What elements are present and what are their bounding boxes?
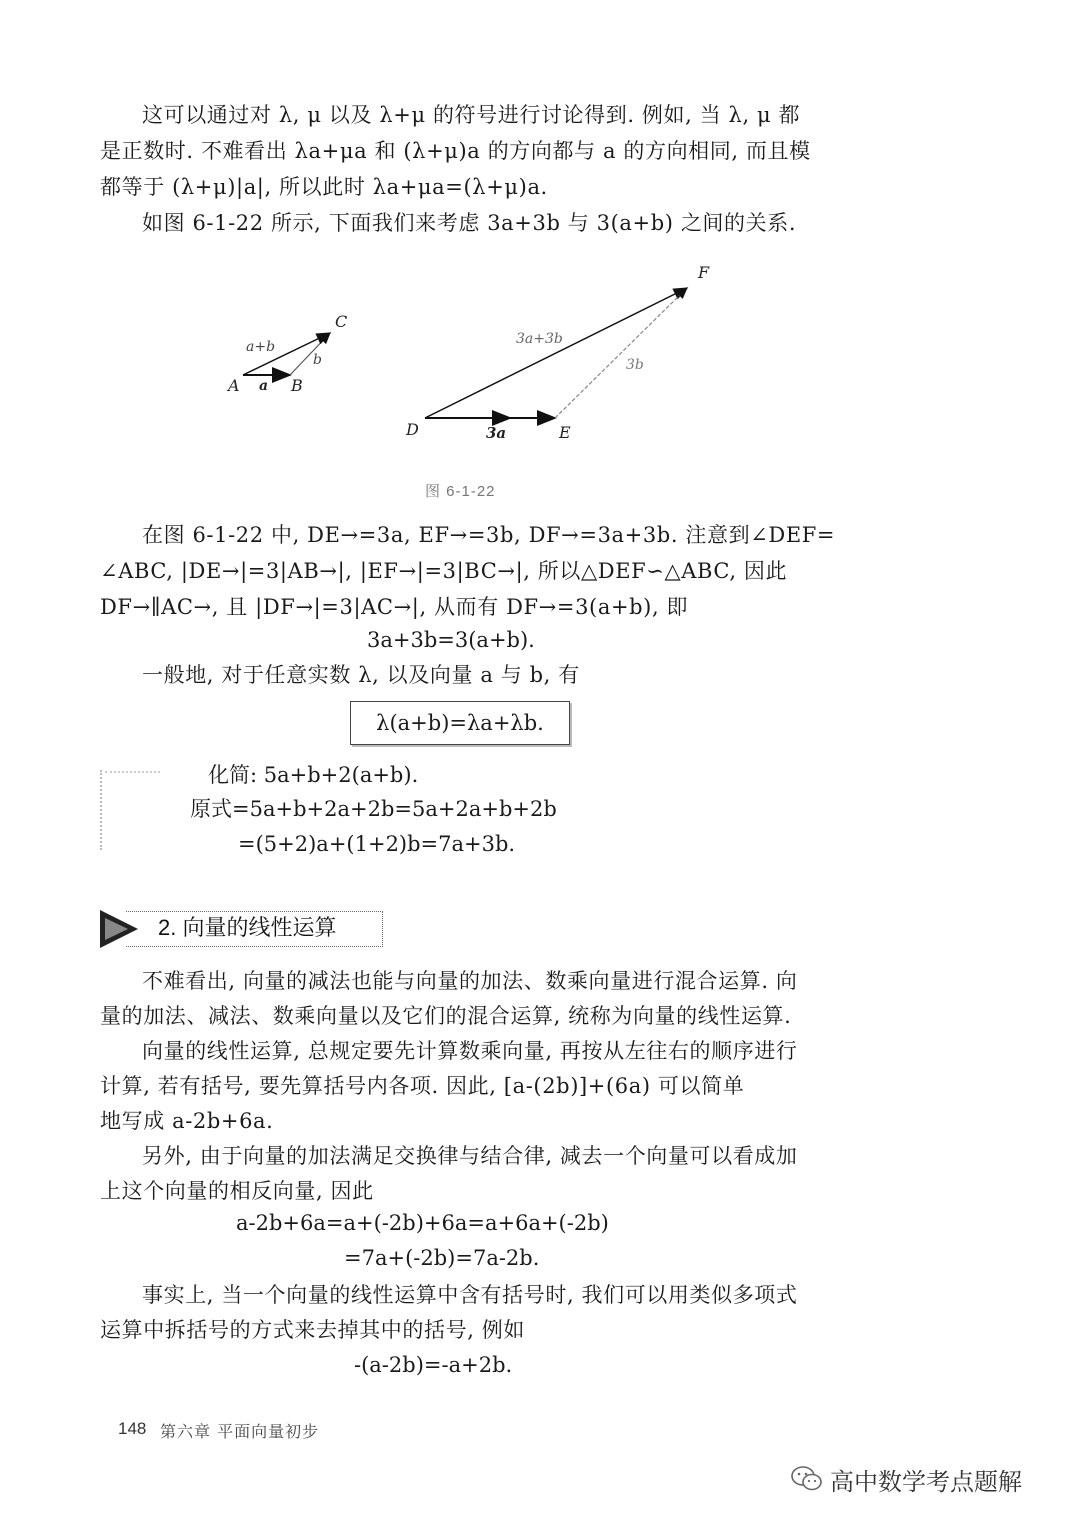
paragraph-line: 不难看出, 向量的减法也能与向量的加法、数乘向量进行混合运算. 向 bbox=[142, 969, 798, 993]
paragraph-line: 计算, 若有括号, 要先算括号内各项. 因此, [a-(2b)]+(6a) 可以简单 bbox=[100, 1074, 745, 1098]
vector-bc bbox=[290, 333, 330, 375]
section-title: 2. 向量的线性运算 bbox=[158, 915, 337, 940]
paragraph-line: 如图 6-1-22 所示, 下面我们来考虑 3a+3b 与 3(a+b) 之间的关系. bbox=[142, 211, 797, 235]
example-solution-line: 原式=5a+b+2a+2b=5a+2a+b+2b bbox=[190, 797, 557, 821]
watermark bbox=[790, 1460, 1060, 1500]
paragraph-line: 量的加法、减法、数乘向量以及它们的混合运算, 统称为向量的线性运算. bbox=[100, 1004, 792, 1028]
label-b-small: b bbox=[313, 352, 322, 368]
chapter-title: 第六章 平面向量初步 bbox=[160, 1422, 320, 1441]
paragraph-line: 地写成 a-2b+6a. bbox=[100, 1109, 274, 1133]
wechat-icon bbox=[790, 1464, 824, 1494]
label-a-plus-b: a+b bbox=[246, 339, 276, 355]
label-d: D bbox=[406, 420, 419, 439]
equation: =7a+(-2b)=7a-2b. bbox=[344, 1246, 540, 1270]
paragraph-line: 事实上, 当一个向量的线性运算中含有括号时, 我们可以用类似多项式 bbox=[142, 1283, 798, 1307]
vector-ef bbox=[555, 288, 687, 418]
label-c: C bbox=[335, 312, 348, 331]
figure-caption: 图 6-1-22 bbox=[425, 483, 496, 500]
page-number: 148 bbox=[118, 1419, 147, 1438]
paragraph-line: 是正数时. 不难看出 λa+μa 和 (λ+μ)a 的方向都与 a 的方向相同, 而且模 bbox=[100, 139, 811, 163]
paragraph-line: 都等于 (λ+μ)|a|, 所以此时 λa+μa=(λ+μ)a. bbox=[100, 175, 548, 199]
section-heading bbox=[98, 906, 388, 952]
equation: a-2b+6a=a+(-2b)+6a=a+6a+(-2b) bbox=[236, 1211, 609, 1235]
label-3a-plus-3b: 3a+3b bbox=[516, 331, 563, 347]
label-f: F bbox=[698, 263, 710, 282]
example-marker-dash bbox=[105, 771, 160, 773]
label-e: E bbox=[559, 423, 571, 442]
paragraph-line: ∠ABC, |DE→|=3|AB→|, |EF→|=3|BC→|, 所以△DEF∽△ABC, 因此 bbox=[100, 559, 788, 583]
example-solution-line: =(5+2)a+(1+2)b=7a+3b. bbox=[238, 832, 516, 856]
label-3a: 3a bbox=[486, 424, 507, 442]
label-a-point: A bbox=[228, 376, 240, 395]
equation: 3a+3b=3(a+b). bbox=[367, 628, 535, 652]
example-task: 化简: 5a+b+2(a+b). bbox=[208, 763, 419, 787]
boxed-law: λ(a+b)=λa+λb. bbox=[350, 701, 570, 745]
paragraph-line: 在图 6-1-22 中, DE→=3a, EF→=3b, DF→=3a+3b. 注意到∠DEF= bbox=[142, 523, 836, 547]
label-a-vector: a bbox=[259, 378, 269, 394]
vector-figure bbox=[200, 258, 760, 508]
label-3b: 3b bbox=[626, 357, 644, 373]
equation: -(a-2b)=-a+2b. bbox=[354, 1353, 513, 1377]
watermark-text: 高中数学考点题解 bbox=[830, 1468, 1022, 1496]
paragraph-line: DF→∥AC→, 且 |DF→|=3|AC→|, 从而有 DF→=3(a+b), 即 bbox=[100, 595, 689, 619]
paragraph-line: 另外, 由于向量的加法满足交换律与结合律, 减去一个向量可以看成加 bbox=[142, 1144, 798, 1168]
paragraph-line: 向量的线性运算, 总规定要先计算数乘向量, 再按从左往右的顺序进行 bbox=[142, 1039, 798, 1063]
paragraph-line: 一般地, 对于任意实数 λ, 以及向量 a 与 b, 有 bbox=[142, 663, 580, 687]
vector-df bbox=[425, 288, 687, 418]
label-b-point: B bbox=[291, 376, 303, 395]
paragraph-line: 这可以通过对 λ, μ 以及 λ+μ 的符号进行讨论得到. 例如, 当 λ, μ 都 bbox=[142, 103, 801, 127]
paragraph-line: 上这个向量的相反向量, 因此 bbox=[100, 1179, 374, 1203]
example-marker bbox=[100, 770, 106, 850]
paragraph-line: 运算中拆括号的方式来去掉其中的括号, 例如 bbox=[100, 1318, 525, 1342]
